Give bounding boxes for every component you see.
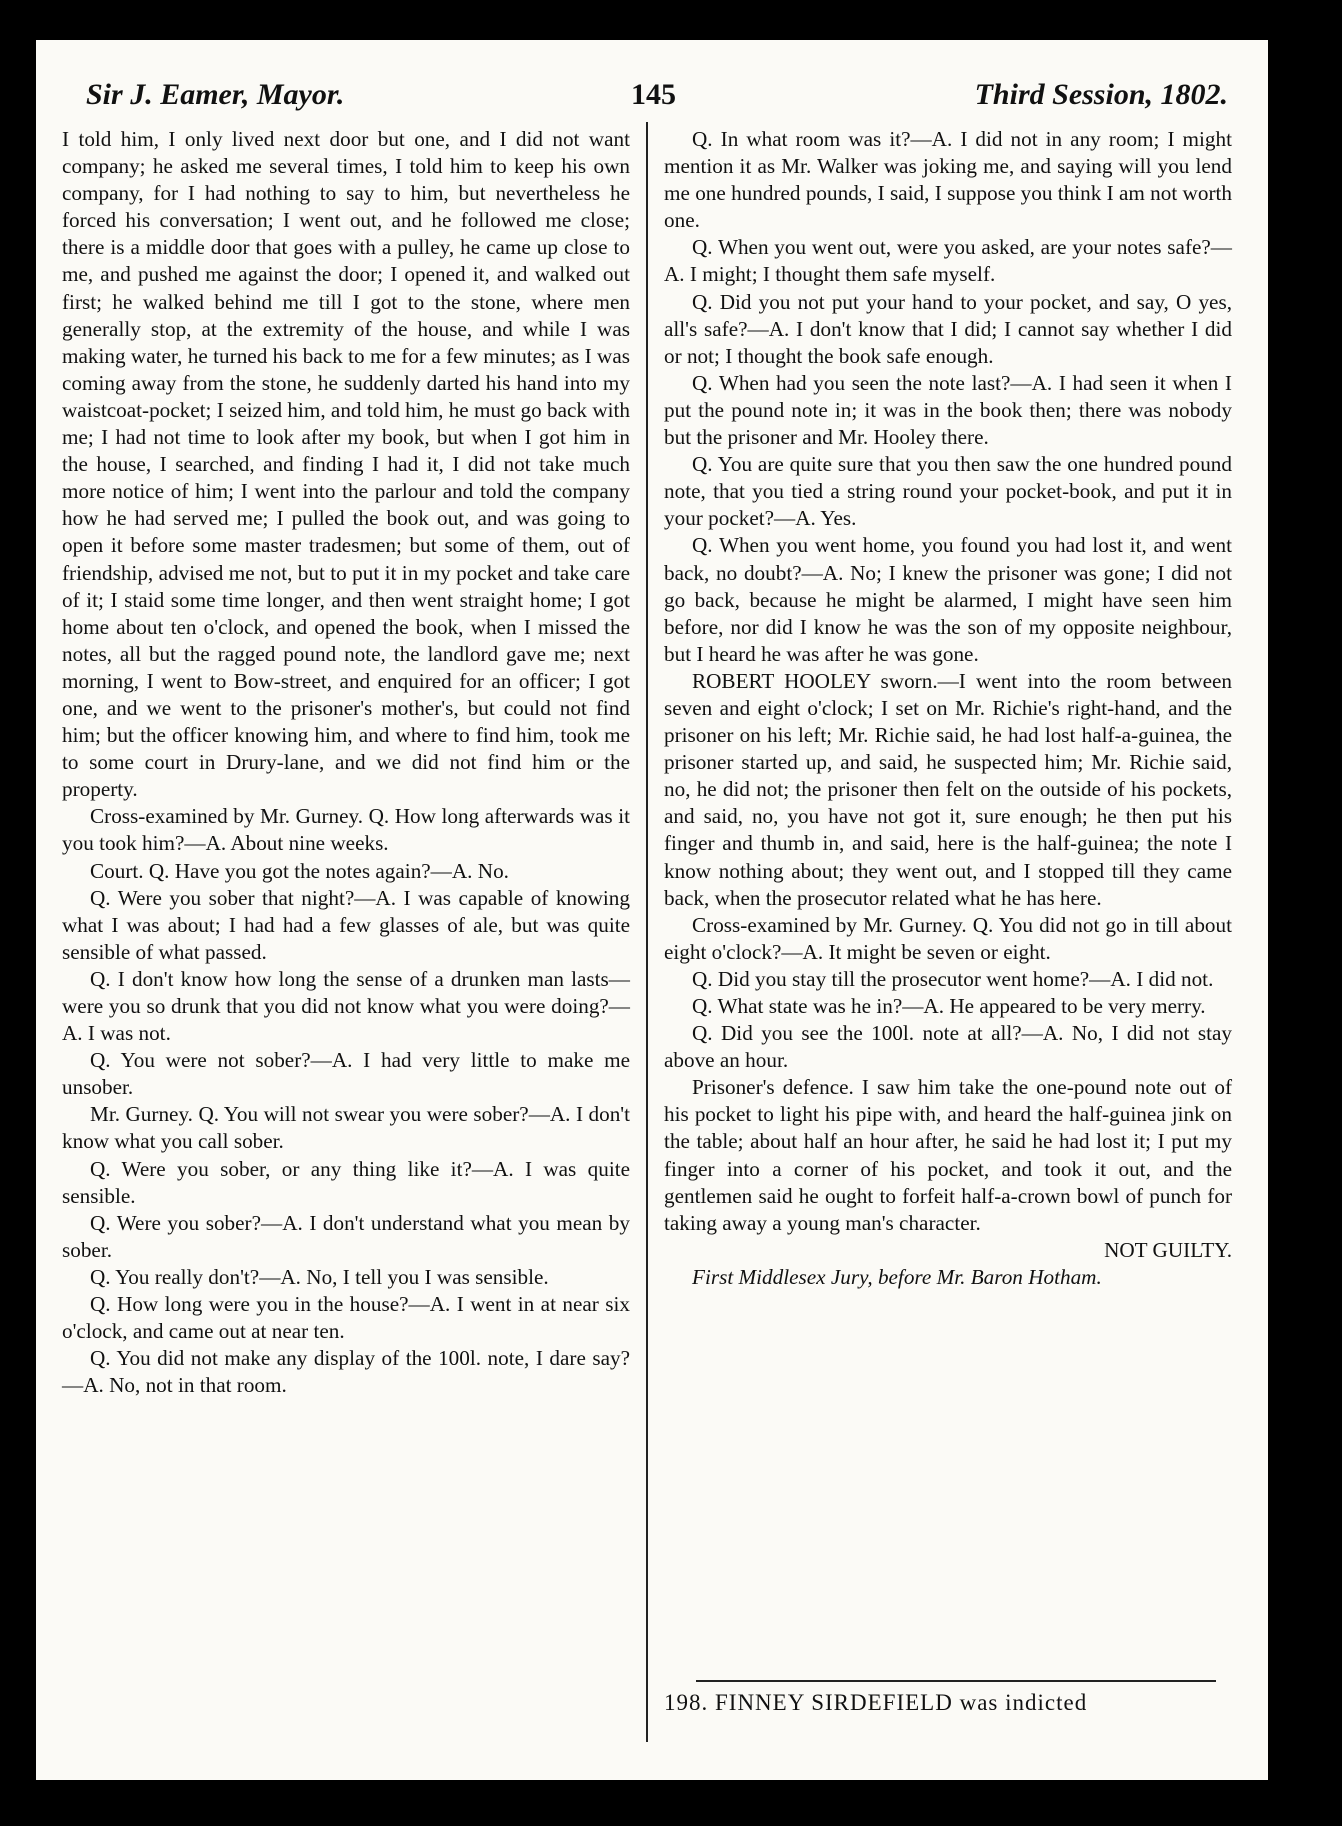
paragraph: Q. Did you see the 100l. note at all?—A. No, I did not stay above an hour. — [664, 1021, 1232, 1073]
page-number: 145 — [631, 78, 676, 111]
verdict: NOT GUILTY. — [1104, 1237, 1232, 1262]
page-header — [86, 78, 1228, 118]
paragraph: Q. Were you sober?—A. I don't understand what you mean by sober. — [62, 1210, 630, 1262]
paragraph: Q. Did you stay till the prosecutor went home?—A. I did not. — [692, 966, 1214, 991]
document-page — [36, 40, 1268, 1780]
paragraph: Court. Q. Have you got the notes again?—A. No. — [90, 858, 509, 883]
left-column — [62, 126, 630, 1766]
paragraph: Q. I don't know how long the sense of a drunken man lasts—were you so drunk that you did not know what you were doing?—A. I was not. — [62, 966, 630, 1046]
paragraph: Prisoner's defence. I saw him take the one-pound note out of his pocket to light his pipe with, and heard the half-guinea jink on the table; about half an hour after, he said he had lost it; I put my finger into a corner of his pocket, and took it out, and the gentlemen said he ought to forfeit half-a-crown bowl of punch for taking away a young man's character. — [664, 1075, 1232, 1235]
paragraph: Q. What state was he in?—A. He appeared to be very merry. — [692, 994, 1206, 1018]
paragraph: ROBERT HOOLEY sworn.—I went into the room between seven and eight o'clock; I set on Mr. Richie's right-hand, and the prisoner on his left; Mr. Richie said, he had lost half-a-guinea, the prisoner started up, and said, he suspected him; Mr. Richie said, no, he did not; the prisoner then felt on the outside of his pockets, and said, no, you have not got it, sure enough; he then put his finger and thumb in, and said, here is the half-guinea; the note I know nothing about; they went out, and I stopped till they came back, when the prosecutor related what he has here. — [664, 668, 1232, 910]
right-column — [664, 126, 1232, 1766]
paragraph: Q. When you went out, were you asked, are your notes safe?—A. I might; I thought them safe myself. — [664, 235, 1232, 287]
paragraph: Q. When you went home, you found you had lost it, and went back, no doubt?—A. No; I knew the prisoner was gone; I did not go back, because he might be alarmed, I might have seen him before, nor did I know he was the son of my opposite neighbour, but I heard he was after he was gone. — [664, 533, 1232, 666]
paragraph: Q. You did not make any display of the 100l. note, I dare say?—A. No, not in that room. — [62, 1346, 630, 1398]
next-case-line: 198. FINNEY SIRDEFIELD was indicted — [664, 1690, 1088, 1715]
paragraph: Cross-examined by Mr. Gurney. Q. You did not go in till about eight o'clock?—A. It might be seven or eight. — [664, 912, 1232, 964]
section-rule — [696, 1680, 1216, 1682]
header-right: Third Session, 1802. — [974, 78, 1228, 111]
paragraph: Q. When had you seen the note last?—A. I had seen it when I put the pound note in; it was in the book then; there was nobody but the prisoner and Mr. Hooley there. — [664, 370, 1232, 450]
paragraph: Q. In what room was it?—A. I did not in any room; I might mention it as Mr. Walker was joking me, and saying will you lend me one hundred pounds, I said, I suppose you think I am not worth one. — [664, 127, 1232, 233]
paragraph: I told him, I only lived next door but one, and I did not want company; he asked me several times, I told him to keep his own company, for I had nothing to say to him, but nevertheless he forced his conversation; I went out, and he followed me close; there is a middle door that goes with a pulley, he came up close to me, and pushed me against the door; I opened it, and walked out first; he walked behind me till I got to the stone, where men generally stop, at the extremity of the house, and while I was making water, he turned his back to me for a few minutes; as I was coming away from the stone, he suddenly darted his hand into my waistcoat-pocket; I seized him, and told him, he must go back with me; I had not time to look after my book, but when I got him in the house, I searched, and finding I had it, I did not take much more notice of him; I went into the parlour and told the company how he had served me; I pulled the book out, and was going to open it before some master tradesmen; but some of them, out of friendship, advised me not, but to put it in my pocket and take care of it; I staid some time longer, and then went straight home; I got home about ten o'clock, and opened the book, when I missed the notes, all but the ragged pound note, the landlord gave me; next morning, I went to Bow-street, and enquired for an officer; I got one, and we went to the prisoner's mother's, but could not find him; but the officer knowing him, and where to find him, took me to some court in Drury-lane, and we did not find him or the property. — [62, 127, 630, 802]
paragraph: Q. You are quite sure that you then saw the one hundred pound note, that you tied a string round your pocket-book, and put it in your pocket?—A. Yes. — [664, 452, 1232, 531]
paragraph: Q. Were you sober, or any thing like it?—A. I was quite sensible. — [62, 1156, 630, 1208]
paragraph: Cross-examined by Mr. Gurney. Q. How long afterwards was it you took him?—A. About nine weeks. — [62, 804, 630, 856]
paragraph: Q. Did you not put your hand to your pocket, and say, O yes, all's safe?—A. I don't know that I did; I cannot say whether I did or not; I thought the book safe enough. — [664, 289, 1232, 368]
jury-line: First Middlesex Jury, before Mr. Baron Hotham. — [692, 1264, 1102, 1289]
paragraph: Mr. Gurney. Q. You will not swear you were sober?—A. I don't know what you call sober. — [62, 1102, 630, 1154]
paragraph: Q. Were you sober that night?—A. I was capable of knowing what I was about; I had had a few glasses of ale, but was quite sensible of what passed. — [62, 885, 630, 964]
header-left: Sir J. Eamer, Mayor. — [86, 78, 345, 111]
paragraph: Q. How long were you in the house?—A. I went in at near six o'clock, and came out at near ten. — [62, 1292, 630, 1344]
paragraph: Q. You really don't?—A. No, I tell you I was sensible. — [90, 1264, 549, 1289]
column-divider — [646, 122, 648, 1742]
paragraph: Q. You were not sober?—A. I had very little to make me unsober. — [62, 1048, 630, 1100]
